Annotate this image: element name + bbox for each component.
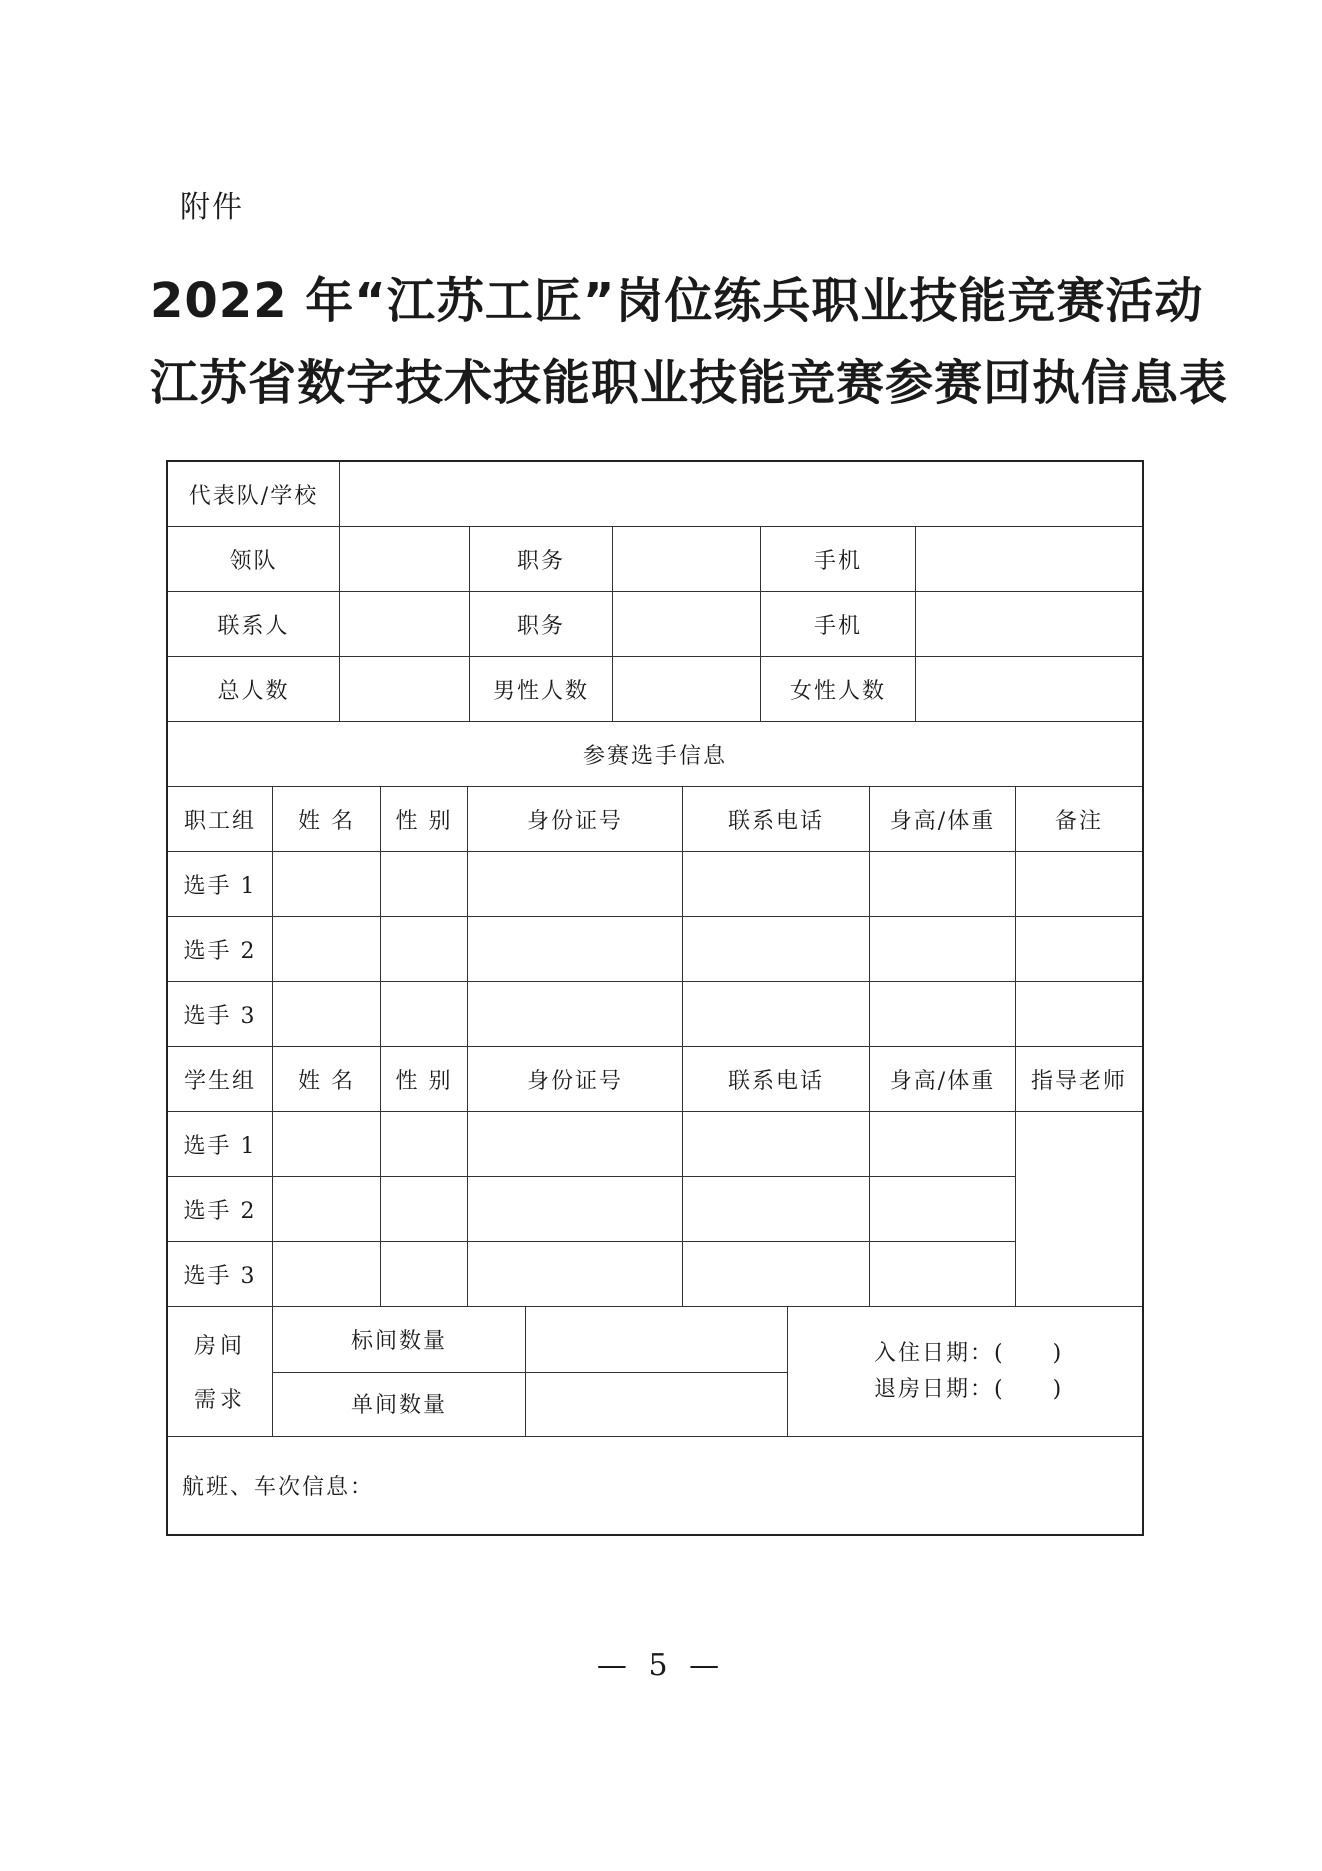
contact-position-input[interactable] xyxy=(613,592,761,656)
worker-gender-header: 性 别 xyxy=(381,787,468,851)
female-count-label: 女性人数 xyxy=(761,657,916,721)
contact-position-label: 职务 xyxy=(470,592,613,656)
attachment-label: 附件 xyxy=(180,190,244,225)
student-group-header-row xyxy=(168,1047,1142,1112)
student-phone-input[interactable] xyxy=(683,1177,870,1241)
worker-id-input[interactable] xyxy=(468,852,683,916)
worker-phone-input[interactable] xyxy=(683,917,870,981)
worker-id-header: 身份证号 xyxy=(468,787,683,851)
worker-remarks-header: 备注 xyxy=(1054,808,1103,834)
worker-height-weight-input[interactable] xyxy=(870,852,1016,916)
student-gender-input[interactable] xyxy=(381,1112,468,1176)
leader-position-label: 职务 xyxy=(470,527,613,591)
worker-name-input[interactable] xyxy=(273,917,381,981)
worker-remarks-input[interactable] xyxy=(1016,852,1142,916)
student-name-input[interactable] xyxy=(273,1177,381,1241)
student-rows-grid xyxy=(168,1112,1016,1306)
standard-room-label: 标间数量 xyxy=(273,1307,526,1372)
room-requirements-label xyxy=(168,1307,273,1436)
worker-row-1 xyxy=(168,852,1142,917)
student-rows-block xyxy=(168,1112,1142,1307)
worker-row-3 xyxy=(168,982,1142,1047)
worker-phone-header: 联系电话 xyxy=(683,787,870,851)
student-row-1 xyxy=(168,1112,1015,1177)
team-label: 代表队/学校 xyxy=(168,462,340,526)
checkin-date-field[interactable]: 入住日期：( ) xyxy=(874,1340,1064,1366)
worker-name-header: 姓 名 xyxy=(273,787,381,851)
travel-info-field[interactable]: 航班、车次信息： xyxy=(182,1475,375,1500)
student-name-input[interactable] xyxy=(273,1112,381,1176)
single-room-label: 单间数量 xyxy=(273,1372,526,1437)
student-name-header: 姓 名 xyxy=(273,1047,381,1111)
worker-remarks-input[interactable] xyxy=(1016,917,1142,981)
checkout-date-field[interactable]: 退房日期：( ) xyxy=(874,1376,1064,1402)
student-phone-header: 联系电话 xyxy=(683,1047,870,1111)
student-id-input[interactable] xyxy=(468,1112,683,1176)
student-id-header: 身份证号 xyxy=(468,1047,683,1111)
worker-remarks-input[interactable] xyxy=(1016,982,1142,1046)
student-row-label: 选手 1 xyxy=(168,1112,273,1176)
registration-form-table xyxy=(166,460,1144,1536)
contact-row xyxy=(168,592,1142,657)
student-name-input[interactable] xyxy=(273,1242,381,1307)
student-advisor-header: 指导老师 xyxy=(1030,1068,1127,1094)
worker-height-weight-header: 身高/体重 xyxy=(870,787,1016,851)
contact-phone-input[interactable] xyxy=(916,592,1142,656)
totals-row xyxy=(168,657,1142,722)
worker-phone-input[interactable] xyxy=(683,852,870,916)
contact-phone-label: 手机 xyxy=(761,592,916,656)
contact-label: 联系人 xyxy=(168,592,340,656)
student-phone-input[interactable] xyxy=(683,1242,870,1307)
worker-name-input[interactable] xyxy=(273,852,381,916)
worker-row-label: 选手 1 xyxy=(168,852,273,916)
leader-phone-label: 手机 xyxy=(761,527,916,591)
student-gender-input[interactable] xyxy=(381,1177,468,1241)
student-id-input[interactable] xyxy=(468,1177,683,1241)
team-input[interactable] xyxy=(340,462,1142,526)
room-label-bottom: 需求 xyxy=(193,1388,246,1414)
document-title-line-2: 江苏省数字技术技能职业技能竞赛参赛回执信息表 xyxy=(150,355,1229,411)
total-count-input[interactable] xyxy=(340,657,470,721)
worker-height-weight-input[interactable] xyxy=(870,982,1016,1046)
student-height-weight-header: 身高/体重 xyxy=(870,1047,1016,1111)
worker-row-label: 选手 3 xyxy=(168,982,273,1046)
student-gender-header: 性 别 xyxy=(381,1047,468,1111)
worker-gender-input[interactable] xyxy=(381,917,468,981)
worker-group-label: 职工组 xyxy=(168,787,273,851)
room-requirements-block xyxy=(168,1307,1142,1437)
worker-group-header-row xyxy=(168,787,1142,852)
worker-height-weight-input[interactable] xyxy=(870,917,1016,981)
female-count-input[interactable] xyxy=(916,657,1142,721)
leader-phone-input[interactable] xyxy=(916,527,1142,591)
male-count-input[interactable] xyxy=(613,657,761,721)
worker-id-input[interactable] xyxy=(468,917,683,981)
worker-name-input[interactable] xyxy=(273,982,381,1046)
worker-phone-input[interactable] xyxy=(683,982,870,1046)
worker-gender-input[interactable] xyxy=(381,852,468,916)
document-title-line-1: 2022 年“江苏工匠”岗位练兵职业技能竞赛活动 xyxy=(150,273,1204,329)
stay-dates xyxy=(788,1307,1142,1436)
room-label-top: 房间 xyxy=(193,1333,246,1359)
team-row xyxy=(168,462,1142,527)
leader-position-input[interactable] xyxy=(613,527,761,591)
student-row-label: 选手 2 xyxy=(168,1177,273,1241)
student-row-2 xyxy=(168,1177,1015,1242)
leader-row xyxy=(168,527,1142,592)
student-gender-input[interactable] xyxy=(381,1242,468,1307)
student-phone-input[interactable] xyxy=(683,1112,870,1176)
student-height-weight-input[interactable] xyxy=(870,1112,1015,1176)
total-count-label: 总人数 xyxy=(168,657,340,721)
standard-room-input[interactable] xyxy=(526,1307,788,1372)
student-height-weight-input[interactable] xyxy=(870,1177,1015,1241)
travel-info-row xyxy=(168,1437,1142,1534)
worker-row-2 xyxy=(168,917,1142,982)
male-count-label: 男性人数 xyxy=(470,657,613,721)
single-room-input[interactable] xyxy=(526,1372,788,1437)
worker-gender-input[interactable] xyxy=(381,982,468,1046)
contact-name-input[interactable] xyxy=(340,592,470,656)
page-number: — 5 — xyxy=(596,1648,726,1683)
leader-label: 领队 xyxy=(168,527,340,591)
participants-section-title: 参赛选手信息 xyxy=(582,743,727,769)
student-advisor-input[interactable] xyxy=(1016,1112,1142,1306)
student-id-input[interactable] xyxy=(468,1242,683,1307)
student-height-weight-input[interactable] xyxy=(870,1242,1015,1307)
student-row-3 xyxy=(168,1242,1015,1307)
student-group-label: 学生组 xyxy=(168,1047,273,1111)
worker-row-label: 选手 2 xyxy=(168,917,273,981)
worker-id-input[interactable] xyxy=(468,982,683,1046)
room-divider xyxy=(273,1372,788,1373)
student-row-label: 选手 3 xyxy=(168,1242,273,1307)
participants-section-row xyxy=(168,722,1142,787)
leader-name-input[interactable] xyxy=(340,527,470,591)
